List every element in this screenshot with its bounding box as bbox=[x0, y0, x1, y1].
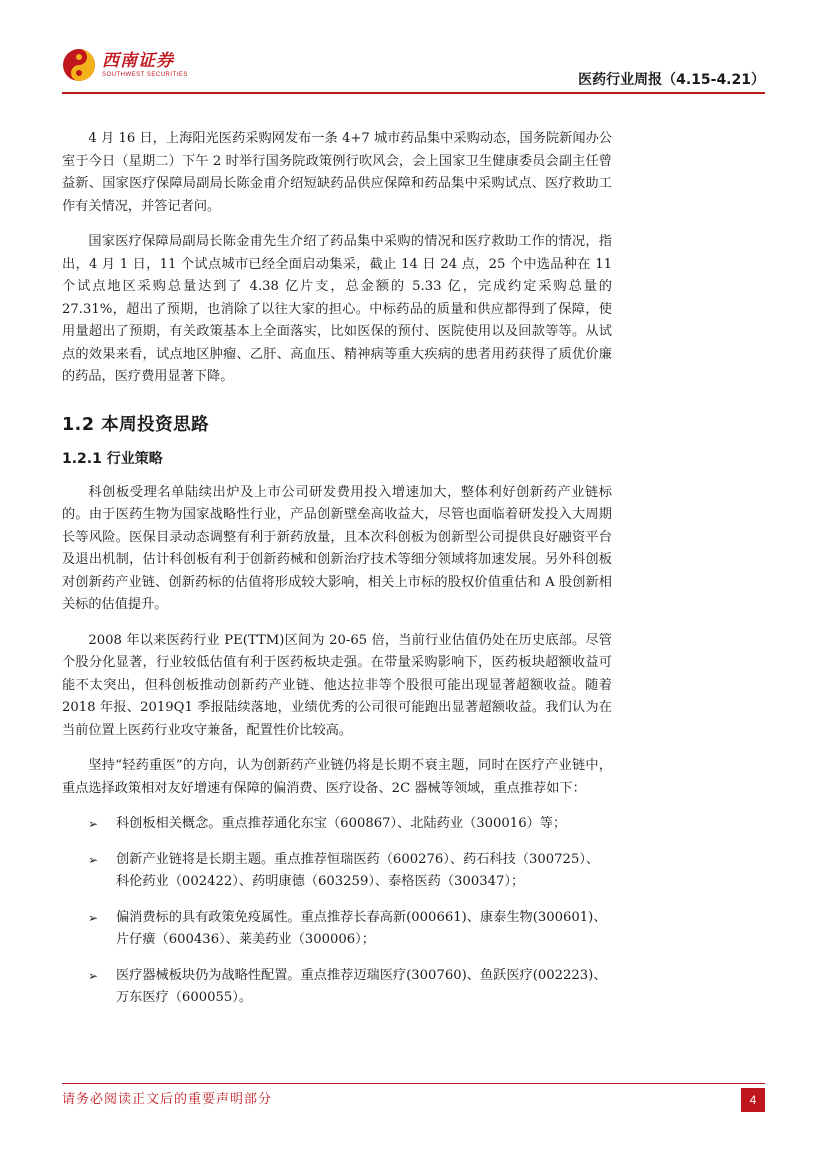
list-item-text: 创新产业链将是长期主题。重点推荐恒瑞医药（600276）、药石科技（300725）、科伦药业（002422）、药明康德（603259）、泰格医药（300347）； bbox=[116, 851, 600, 889]
paragraph-direction: 坚持“轻药重医”的方向，认为创新药产业链仍将是长期不衰主题，同时在医疗产业链中，重点选择政策相对友好增速有保障的偏消费、医疗设备、2C 器械等领域，重点推荐如下： bbox=[62, 758, 612, 796]
page-content bbox=[62, 128, 612, 1023]
company-logo bbox=[62, 48, 188, 82]
arrow-bullet-icon: ➢ bbox=[88, 817, 99, 831]
arrow-bullet-icon: ➢ bbox=[88, 910, 99, 925]
header-divider bbox=[62, 92, 765, 94]
logo-emblem-icon bbox=[62, 48, 96, 82]
list-item bbox=[62, 965, 612, 1010]
report-title: 医药行业周报（4.15-4.21） bbox=[578, 72, 765, 88]
subsection-heading: 1.2.1 行业策略 bbox=[62, 450, 163, 467]
list-item-text: 医疗器械板块仍为战略性配置。重点推荐迈瑞医疗(300760)、鱼跃医疗(002223)、万东医疗（600055）。 bbox=[116, 967, 607, 1005]
footer-divider bbox=[62, 1083, 765, 1084]
arrow-bullet-icon: ➢ bbox=[88, 968, 99, 983]
logo-chinese-name: 西南证券 bbox=[102, 51, 174, 71]
list-item bbox=[62, 849, 612, 894]
paragraph-procurement-results: 国家医疗保障局副局长陈金甫先生介绍了药品集中采购的情况和医疗救助工作的情况，指出，4 月 1 日，11 个试点城市已经全面启动集采，截止 14 日 24 点，25 个中选品种在 11 个试点地区采购总量达到了 4.38 亿片支，总金额的 5.33 亿，完成约定采购总量的 27.31%，超出了预期，也消除了以往大家的担心。中标药品的质量和供应都得到了保障，使用量超出了预期，有关政策基本上全面落实，比如医保的预付、医院使用以及回款等等。从试点的效果来看，试点地区肿瘤、乙肝、高血压、精神病等重大疾病的患者用药获得了质优价廉的药品，医疗费用显著下降。 bbox=[62, 234, 612, 384]
section-heading: 1.2 本周投资思路 bbox=[62, 414, 210, 435]
paragraph-star-market: 科创板受理名单陆续出炉及上市公司研发费用投入增速加大，整体利好创新药产业链标的。由于医药生物为国家战略性行业，产品创新壁垒高收益大，尽管也面临着研发投入大周期长等风险。医保目录动态调整有利于新药放量，且本次科创板为创新型公司提供良好融资平台及退出机制，估计科创板有利于创新药械和创新治疗技术等细分领域将加速发展。另外科创板对创新药产业链、创新药标的估值将形成较大影响，相关上市标的股权价值重估和 A 股创新相关标的估值提升。 bbox=[62, 484, 612, 612]
list-item-text: 科创板相关概念。重点推荐通化东宝（600867）、北陆药业（300016）等； bbox=[116, 816, 567, 831]
logo-english-name: SOUTHWEST SECURITIES bbox=[102, 72, 188, 78]
paragraph-valuation: 2008 年以来医药行业 PE(TTM)区间为 20-65 倍，当前行业估值仍处在历史底部。尽管个股分化显著，行业较低估值有利于医药板块走强。在带量采购影响下，医药板块超额收益可能不太突出，但科创板推动创新药产业链、他达拉非等个股很可能出现显著超额收益。随着 2018 年报、2019Q1 季报陆续落地，业绩优秀的公司很可能跑出显著超额收益。我们认为在当前位置上医药行业攻守兼备，配置性价比较高。 bbox=[62, 632, 612, 738]
list-item-text: 偏消费标的具有政策免疫属性。重点推荐长春高新(000661)、康泰生物(300601)、片仔癀（600436）、莱美药业（300006）； bbox=[116, 909, 607, 947]
page-number: 4 bbox=[741, 1088, 765, 1112]
recommendation-list bbox=[62, 813, 612, 1010]
list-item bbox=[62, 813, 612, 836]
footer-disclaimer: 请务必阅读正文后的重要声明部分 bbox=[62, 1092, 273, 1107]
list-item bbox=[62, 907, 612, 952]
paragraph-procurement-news: 4 月 16 日，上海阳光医药采购网发布一条 4+7 城市药品集中采购动态，国务院新闻办公室于今日（星期二）下午 2 时举行国务院政策例行吹风会，会上国家卫生健康委员会副主任曾益新、国家医疗保障局副局长陈金甫介绍短缺药品供应保障和药品集中采购试点、医疗救助工作有关情况，并答记者问。 bbox=[62, 131, 612, 214]
arrow-bullet-icon: ➢ bbox=[88, 852, 99, 867]
